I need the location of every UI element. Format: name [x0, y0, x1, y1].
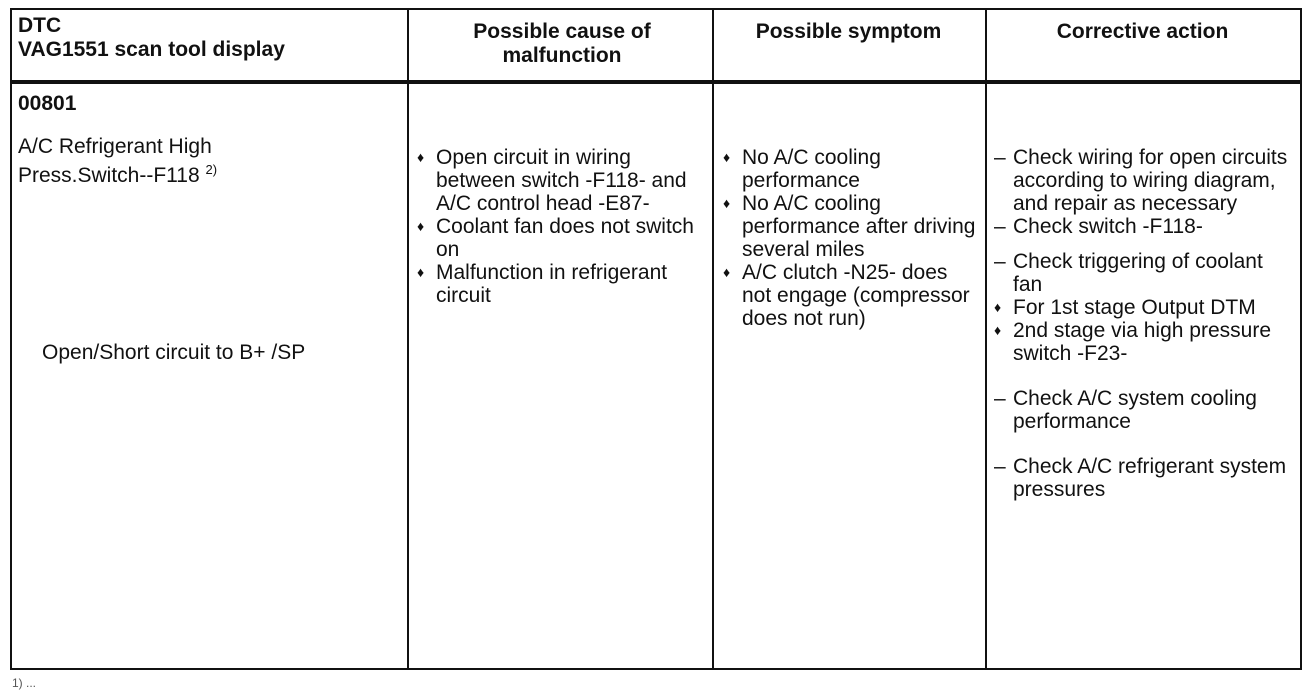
- bullet-marker: ♦: [417, 149, 425, 165]
- table-top-border: [10, 8, 1302, 10]
- bullet-marker: ♦: [994, 299, 1002, 315]
- dash-marker: –: [994, 455, 1006, 478]
- fault-type: Open/Short circuit to B+ /SP: [42, 341, 306, 364]
- causes-list: [414, 146, 706, 307]
- action-text: Check A/C refrigerant system pressures: [1013, 455, 1287, 501]
- component-line-2: [18, 158, 403, 187]
- header-scan-tool-label: VAG1551 scan tool display: [18, 38, 285, 61]
- header-divider: [10, 80, 1302, 84]
- bullet-marker: ♦: [723, 149, 731, 165]
- dash-marker: –: [994, 146, 1006, 169]
- bullet-marker: ♦: [723, 195, 731, 211]
- component-name: [18, 135, 403, 187]
- spacer: [991, 365, 1296, 387]
- action-text: Check switch -F118-: [1013, 215, 1203, 238]
- dash-marker: –: [994, 215, 1006, 238]
- column-divider: [1300, 8, 1302, 670]
- component-line-1: A/C Refrigerant High: [18, 135, 212, 158]
- dtc-code: 00801: [18, 92, 77, 115]
- header-corrective-action: Corrective action: [1056, 20, 1229, 43]
- action-text: Check A/C system cooling performance: [1013, 387, 1257, 433]
- bullet-marker: ♦: [994, 322, 1002, 338]
- cause-text: Open circuit in wiring between switch -F118- and A/C control head -E87-: [436, 146, 687, 215]
- component-switch-label: Press.Switch--F118: [18, 164, 200, 187]
- dash-marker: –: [994, 250, 1006, 273]
- action-text: 2nd stage via high pressure switch -F23-: [1013, 319, 1271, 365]
- header-dtc-label: DTC: [18, 14, 62, 37]
- symptoms-cell: [720, 146, 978, 330]
- list-item: [991, 215, 1296, 238]
- action-text: Check wiring for open circuits according to wiring diagram, and repair as necessary: [1013, 146, 1288, 215]
- list-item: [991, 319, 1296, 365]
- list-item: [720, 146, 978, 192]
- symptom-text: No A/C cooling performance after driving several miles: [742, 192, 976, 261]
- list-item: [414, 146, 706, 215]
- list-item: [991, 387, 1296, 433]
- action-text: For 1st stage Output DTM: [1013, 296, 1256, 319]
- causes-cell: [414, 146, 706, 307]
- list-item: [991, 146, 1296, 215]
- header-dtc: [18, 14, 403, 62]
- actions-list: [991, 146, 1296, 501]
- column-divider: [712, 8, 714, 670]
- footnote: 1) ...: [12, 676, 37, 690]
- cause-text: Coolant fan does not switch on: [436, 215, 694, 261]
- symptoms-list: [720, 146, 978, 330]
- list-item: [720, 192, 978, 261]
- footnote-reference: 2): [205, 162, 218, 177]
- symptom-text: A/C clutch -N25- does not engage (compressor does not run): [742, 261, 970, 330]
- bullet-marker: ♦: [417, 264, 425, 280]
- dtc-table: [10, 8, 1302, 670]
- table-bottom-border: [10, 668, 1302, 670]
- action-text: Check triggering of coolant fan: [1013, 250, 1263, 296]
- list-item: [720, 261, 978, 330]
- list-item: [991, 250, 1296, 296]
- cause-text: Malfunction in refrigerant circuit: [436, 261, 668, 307]
- list-item: [991, 455, 1296, 501]
- list-item: [414, 261, 706, 307]
- column-divider: [985, 8, 987, 670]
- spacer: [991, 238, 1296, 250]
- list-item: [414, 215, 706, 261]
- dash-marker: –: [994, 387, 1006, 410]
- symptom-text: No A/C cooling performance: [742, 146, 881, 192]
- column-divider: [407, 8, 409, 670]
- header-possible-cause: Possible cause of malfunction: [473, 20, 651, 67]
- bullet-marker: ♦: [723, 264, 731, 280]
- bullet-marker: ♦: [417, 218, 425, 234]
- header-possible-symptom: Possible symptom: [755, 20, 942, 43]
- column-divider: [10, 8, 12, 670]
- spacer: [991, 433, 1296, 455]
- actions-cell: [991, 146, 1296, 501]
- list-item: [991, 296, 1296, 319]
